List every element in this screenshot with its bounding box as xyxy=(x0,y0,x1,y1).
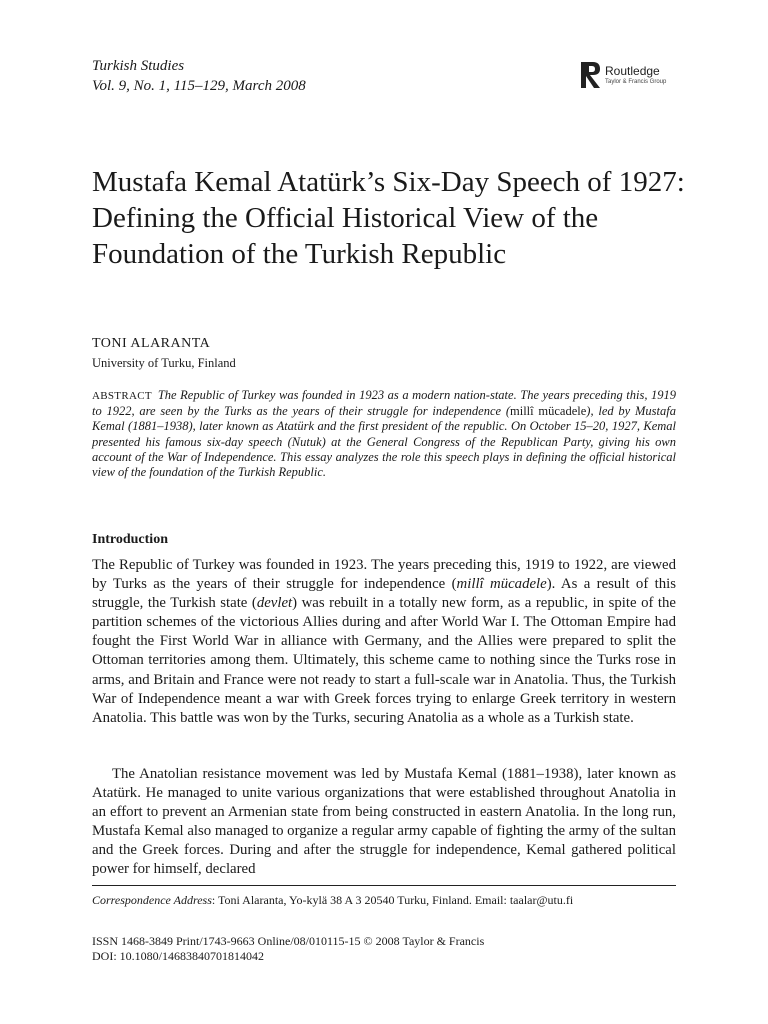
footnote-rule xyxy=(92,885,676,886)
doi-line: DOI: 10.1080/14683840701814042 xyxy=(92,949,264,963)
publication-info xyxy=(92,934,484,964)
p1-text-a: The Republic of Turkey was founded in 1923. The years preceding this, 1919 to 1922, are viewed by Turks as the years of their struggle for independence ( xyxy=(92,557,676,593)
issn-line: ISSN 1468-3849 Print/1743-9663 Online/08/010115-15 © 2008 Taylor & Francis xyxy=(92,934,485,948)
p1-term-devlet: devlet xyxy=(256,595,293,612)
abstract-term: millî mücadele xyxy=(510,404,587,419)
publisher-name: Routledge xyxy=(605,64,660,78)
journal-name: Turkish Studies xyxy=(92,58,185,74)
author-name: TONI ALARANTA xyxy=(92,336,211,351)
abstract-text-1: The Republic of Turkey was founded in 1923 as a modern nation-state. The years preceding this, 1919 to 1922, are seen by the Turks as the years of their struggle for independence ( xyxy=(92,388,676,419)
publisher-logo xyxy=(581,62,666,88)
body-paragraph-1 xyxy=(92,556,676,728)
abstract xyxy=(92,388,676,480)
author-affiliation: University of Turku, Finland xyxy=(92,356,236,370)
body-paragraph-2: The Anatolian resistance movement was led by Mustafa Kemal (1881–1938), later known as Atatürk. He managed to unite various organizations that were established throughout Anatolia in an effort to prevent an Armenian state from being constructed in eastern Anatolia. In the long run, Mustafa Kemal also managed to organize a regular army capable of fighting the army of the sultan and the Greek forces. During and after the struggle for independence, Kemal gathered political power for himself, declared xyxy=(92,766,676,878)
correspondence-text: : Toni Alaranta, Yo-kylä 38 A 3 20540 Turku, Finland. Email: taalar@utu.fi xyxy=(211,893,574,907)
abstract-label: ABSTRACT xyxy=(92,390,152,402)
journal-volume: Vol. 9, No. 1, 115–129, March 2008 xyxy=(92,78,306,94)
correspondence-label: Correspondence Address xyxy=(92,893,212,907)
publisher-group: Taylor & Francis Group xyxy=(605,79,667,85)
p1-text-b: ). As a result of this struggle, the Turkish state ( xyxy=(92,576,677,612)
abstract-text-2: ), led by Mustafa Kemal (1881–1938), later known as Atatürk and the first president of the republic. On October 15–20, 1927, Kemal presented his famous six-day speech (Nutuk) at the General Congress of the Republican Party, giving his own account of the War of Independence. This essay analyzes the role this speech plays in defining the official historical view of the foundation of the Turkish Republic. xyxy=(92,404,676,480)
p1-term-milli-mucadele: millî mücadele xyxy=(456,576,547,593)
correspondence-address xyxy=(92,893,573,908)
p1-text-c: ) was rebuilt in a totally new form, as a republic, in spite of the partition schemes of the victorious Allies during and after World War I. The Ottoman Empire had fought the First World War in alliance with Germany, and the Allies were prepared to split the Ottoman territories among them. Ultimately, this scheme came to nothing since the Turks rose in arms, and Britain and France were not ready to start a full-scale war in Anatolia. Thus, the Turkish War of Independence meant a war with Greek forces trying to enlarge Greek territory in western Anatolia. This battle was won by the Turks, securing Anatolia as a whole as a Turkish state. xyxy=(92,595,677,726)
journal-info xyxy=(92,56,306,96)
routledge-r-icon xyxy=(581,62,602,88)
section-heading-introduction: Introduction xyxy=(92,532,168,547)
article-title: Mustafa Kemal Atatürk’s Six-Day Speech of 1927: Defining the Official Historical View of the Foundation of the Turkish Republic xyxy=(92,166,685,270)
